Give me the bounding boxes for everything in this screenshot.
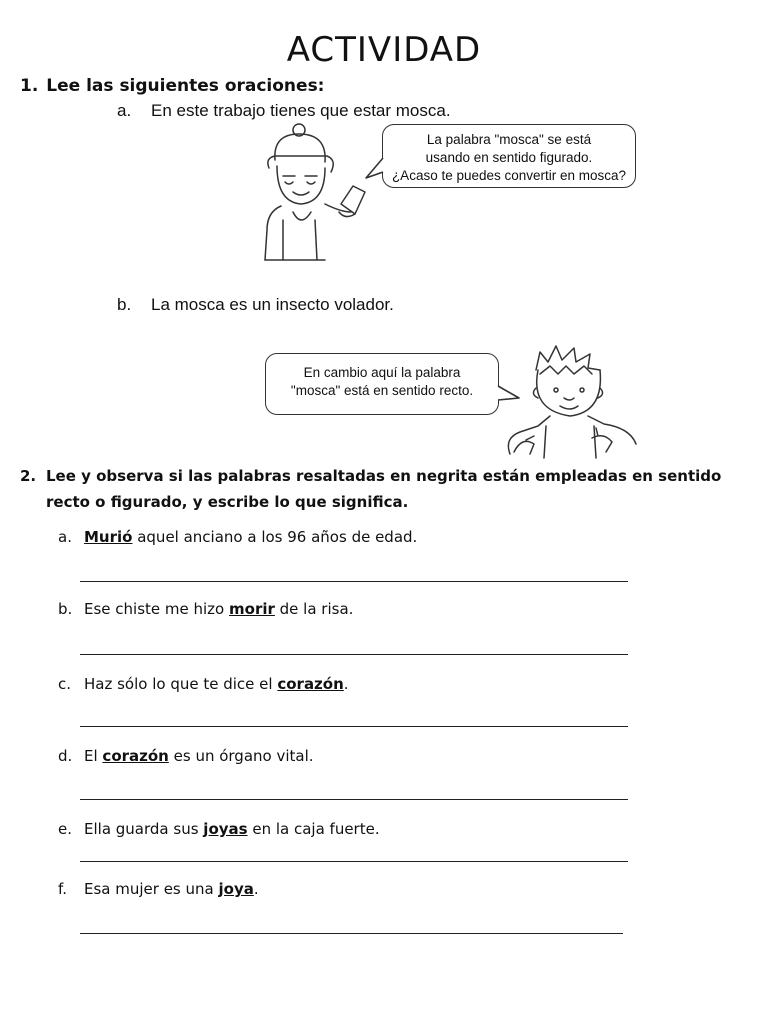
answer-line[interactable]	[80, 799, 628, 800]
question-number: 1.	[20, 76, 39, 96]
exercise-item	[58, 528, 417, 546]
bubble-line: "mosca" está en sentido recto.	[290, 383, 474, 398]
answer-line[interactable]	[80, 726, 628, 727]
item-text-post: es un órgano vital.	[168, 747, 314, 765]
bubble-line: ¿Acaso te puedes convertir en mosca?	[391, 168, 627, 183]
item-text-post: aquel anciano a los 96 años de edad.	[132, 528, 418, 546]
bubble-line: En cambio aquí la palabra	[303, 365, 461, 380]
bubble-line: usando en sentido figurado.	[425, 150, 593, 165]
item-text-post: en la caja fuerte.	[247, 820, 380, 838]
answer-line[interactable]	[80, 581, 628, 582]
sentence-letter: a.	[117, 101, 132, 120]
item-text-post: de la risa.	[274, 600, 354, 618]
question-2-text: Lee y observa si las palabras resaltadas en negrita están empleadas en sentido recto o figurado, y escribe lo que significa.	[46, 467, 722, 511]
item-text-post: .	[343, 675, 349, 693]
item-letter: d.	[58, 747, 73, 765]
highlighted-word: Murió	[84, 528, 133, 546]
item-text-pre: Esa mujer es una	[84, 880, 219, 898]
question-1	[20, 76, 324, 96]
bubble-line: La palabra "mosca" se está	[426, 132, 592, 147]
answer-line[interactable]	[80, 654, 628, 655]
item-text-pre: Ella guarda sus	[84, 820, 204, 838]
exercise-item	[58, 600, 353, 618]
highlighted-word: corazón	[102, 747, 169, 765]
exercise-item	[58, 675, 349, 693]
question-number: 2.	[20, 467, 37, 485]
boy-illustration	[500, 340, 645, 460]
highlighted-word: joyas	[203, 820, 248, 838]
item-letter: e.	[58, 820, 72, 838]
item-text-pre: Haz sólo lo que te dice el	[84, 675, 278, 693]
page-title: ACTIVIDAD	[286, 30, 482, 70]
speech-bubble-1	[382, 124, 636, 188]
question-1-text: Lee las siguientes oraciones:	[46, 76, 325, 96]
exercise-item	[58, 820, 380, 838]
sentence-b-text: La mosca es un insecto volador.	[151, 295, 394, 314]
sentence-a	[117, 101, 451, 121]
speech-bubble-2	[265, 353, 499, 415]
girl-illustration	[255, 120, 390, 265]
item-letter: b.	[58, 600, 73, 618]
item-letter: a.	[58, 528, 72, 546]
sentence-b	[117, 295, 394, 315]
bubble-tail-icon	[364, 156, 386, 182]
item-letter: c.	[58, 675, 72, 693]
item-text-post: .	[253, 880, 259, 898]
answer-line[interactable]	[80, 861, 628, 862]
highlighted-word: corazón	[277, 675, 344, 693]
highlighted-word: morir	[229, 600, 275, 618]
item-text-pre: Ese chiste me hizo	[84, 600, 230, 618]
answer-line[interactable]	[80, 933, 623, 934]
exercise-item	[58, 880, 259, 898]
highlighted-word: joya	[218, 880, 254, 898]
question-2	[20, 463, 740, 515]
item-text-pre: El	[84, 747, 103, 765]
sentence-letter: b.	[117, 295, 132, 314]
sentence-a-text: En este trabajo tienes que estar mosca.	[151, 101, 451, 120]
item-letter: f.	[58, 880, 67, 898]
exercise-item	[58, 747, 314, 765]
